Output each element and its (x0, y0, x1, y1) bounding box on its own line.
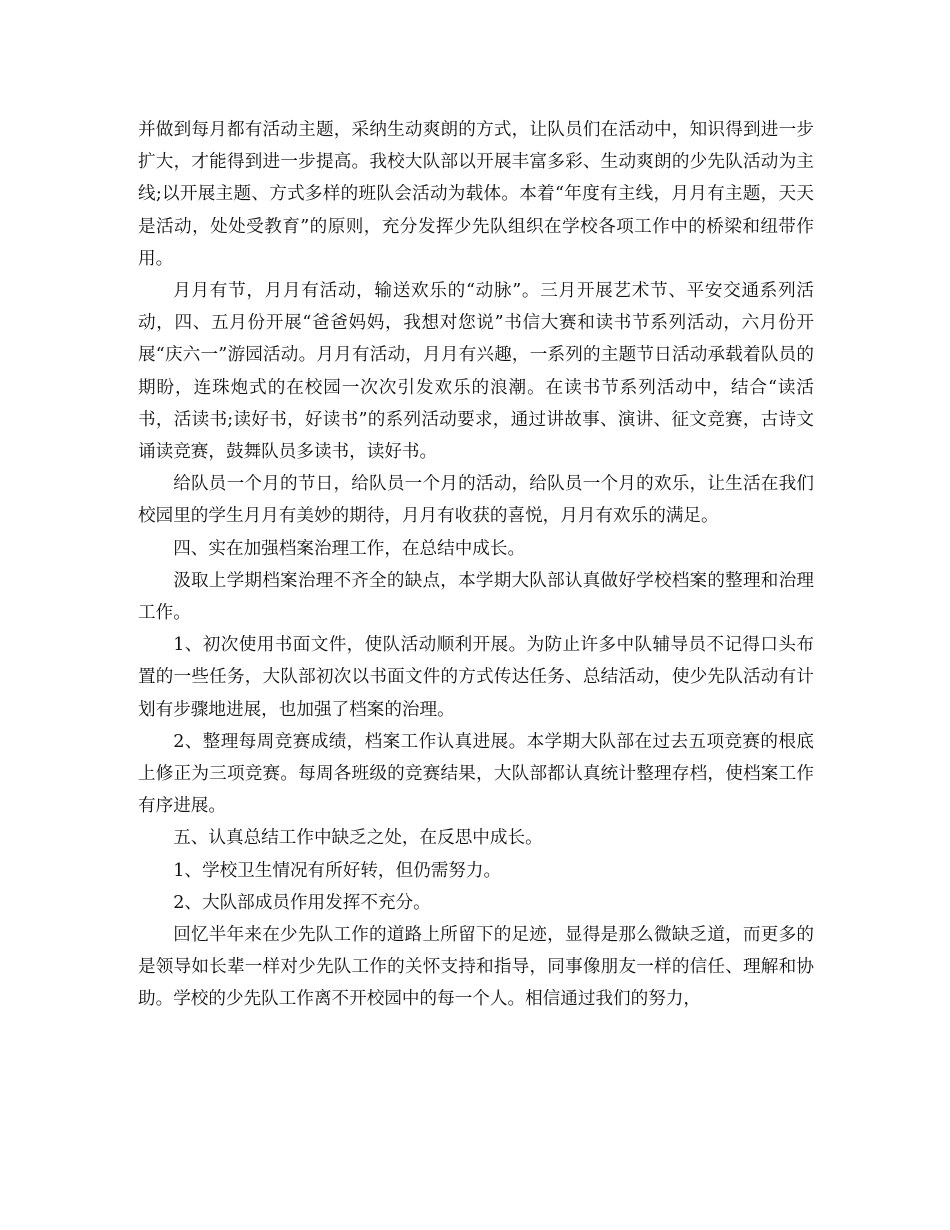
paragraph-2: 月月有节，月月有活动，输送欢乐的“动脉”。三月开展艺术节、平安交通系列活动，四、五月份开展“爸爸妈妈，我想对您说”书信大赛和读书节系列活动，六月份开展“庆六一”游园活动。月月有活动，月月有兴趣，一系列的主题节日活动承载着队员的期盼，连珠炮式的在校园一次次引发欢乐的浪潮。在读书节系列活动中，结合“读活书，活读书;读好书，好读书”的系列活动要求，通过讲故事、演讲、征文竞赛，古诗文诵读竞赛，鼓舞队员多读书，读好书。 (138, 281, 814, 463)
section-heading-5: 五、认真总结工作中缺乏之处，在反思中成长。 (173, 828, 543, 849)
section-heading-4: 四、实在加强档案治理工作，在总结中成长。 (173, 538, 526, 559)
list-item-4-2: 2、整理每周竞赛成绩，档案工作认真进展。本学期大队部在过去五项竞赛的根底上修正为三项竞赛。每周各班级的竞赛结果，大队部都认真统计整理存档，使档案工作有序进展。 (138, 731, 814, 817)
list-item-5-2: 2、大队部成员作用发挥不充分。 (173, 892, 431, 913)
paragraph-1: 并做到每月都有活动主题，采纳生动爽朗的方式，让队员们在活动中，知识得到进一步扩大，才能得到进一步提高。我校大队部以开展丰富多彩、生动爽朗的少先队活动为主线;以开展主题、方式多样的班队会活动为载体。本着“年度有主线，月月有主题，天天是活动，处处受教育”的原则，充分发挥少先队组织在学校各项工作中的桥梁和纽带作用。 (138, 120, 814, 269)
document-body (138, 114, 814, 1016)
paragraph-3: 给队员一个月的节日，给队员一个月的活动，给队员一个月的欢乐，让生活在我们校园里的学生月月有美妙的期待，月月有收获的喜悦，月月有欢乐的满足。 (138, 474, 814, 527)
list-item-4-1: 1、初次使用书面文件，使队活动顺利开展。为防止许多中队辅导员不记得口头布置的一些任务，大队部初次以书面文件的方式传达任务、总结活动，使少先队活动有计划有步骤地进展，也加强了档案的治理。 (138, 635, 814, 720)
list-item-5-1: 1、学校卫生情况有所好转，但仍需努力。 (173, 860, 502, 881)
paragraph-conclusion: 回忆半年来在少先队工作的道路上所留下的足迹，显得是那么微缺乏道，而更多的是领导如长辈一样对少先队工作的关怀支持和指导，同事像朋友一样的信任、理解和协助。学校的少先队工作离不开校园中的每一个人。相信通过我们的努力， (138, 925, 814, 1010)
paragraph-5: 汲取上学期档案治理不齐全的缺点，本学期大队部认真做好学校档案的整理和治理工作。 (138, 570, 814, 624)
